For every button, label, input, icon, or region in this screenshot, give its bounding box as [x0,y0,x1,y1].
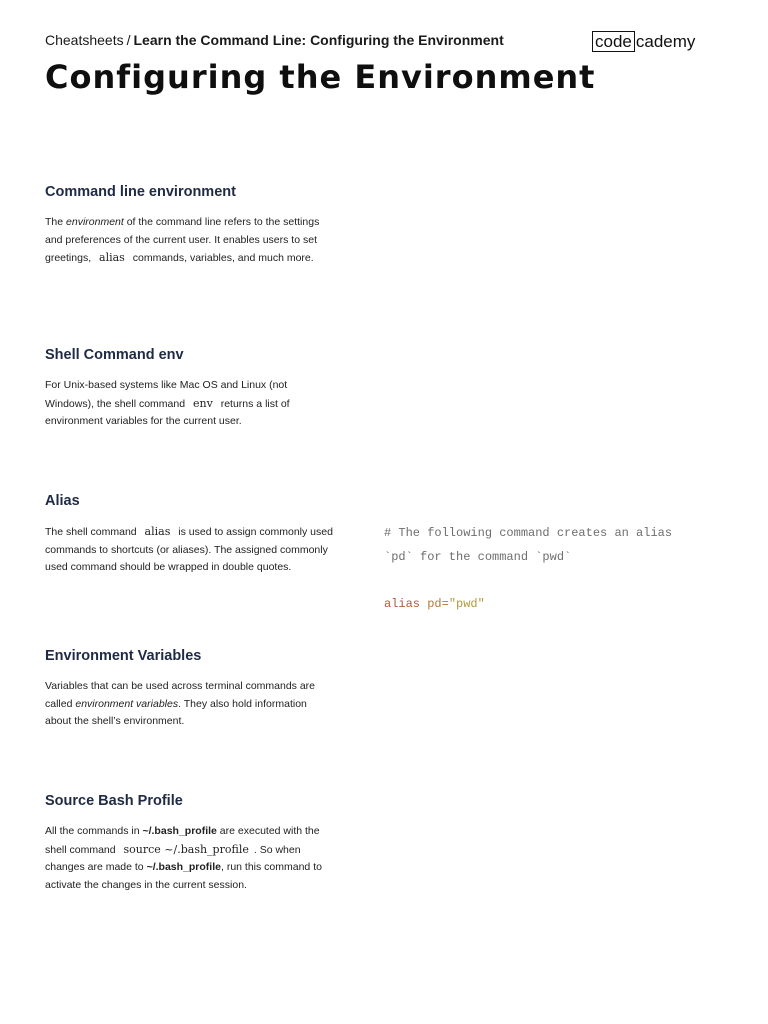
section-heading: Environment Variables [45,648,202,664]
bold-path: ~/.bash_profile [142,825,217,837]
bold-path: ~/.bash_profile [146,861,221,873]
body-text: All the commands in [45,825,143,837]
emphasized-term: environment [66,216,124,228]
logo-rest-text: cademy [635,31,696,51]
section-body [45,377,335,431]
section-alias [45,493,335,577]
emphasized-term: environment variables [75,697,179,710]
code-comment-line: # The following command creates an alias [384,526,673,540]
breadcrumb-link-cheatsheets[interactable]: Cheatsheets [45,32,124,48]
body-text: is used to assign commonly used commands to shortcuts (or aliases). The assigned commonly used command should be wrapped in double quotes. [45,526,333,573]
page-title: Configuring the Environment [45,58,596,96]
inline-code: env [192,396,213,410]
section-body [45,678,335,731]
section-heading: Source Bash Profile [45,793,183,809]
code-comment-line: `pd` for the command `pwd` [384,549,572,564]
body-text: are executed with the shell command [45,825,320,856]
code-blank-line [384,569,672,593]
logo-boxed-text: code [592,31,635,52]
inline-code: alias [144,525,171,538]
body-text: . They also hold information about the shell’s environment. [45,697,307,727]
body-text: returns a list of environment variables for the current user. [45,397,290,427]
body-text: commands, variables, and much more. [129,252,314,264]
code-statement-line [384,593,672,617]
code-identifier: pd= [420,596,449,611]
section-body [45,823,335,894]
body-text: , run this command to activate the changes in the current session. [45,861,322,891]
body-text: The shell command [45,526,140,538]
section-shell-command-env [45,347,335,431]
body-text: For Unix-based systems like Mac OS and Linux (not Windows), the shell command [45,379,288,410]
section-body [45,523,335,577]
alias-code-example [384,522,672,616]
section-heading: Shell Command env [45,347,184,363]
codecademy-logo[interactable] [592,31,695,52]
section-source-bash-profile [45,793,335,894]
section-environment-variables [45,648,335,731]
body-text: . So when changes are made to [45,843,301,873]
section-heading: Alias [45,493,80,509]
code-string: "pwd" [448,596,485,611]
breadcrumb-separator: / [126,32,131,48]
body-text: Variables that can be used across terminal commands are called [45,680,316,710]
section-body [45,214,335,268]
body-text: of the command line refers to the settings and preferences of the current user. It enables users to set greetings, [45,216,320,264]
inline-code: alias [99,251,125,264]
code-keyword: alias [384,596,421,611]
breadcrumb [45,32,504,48]
breadcrumb-current-course[interactable]: Learn the Command Line: Configuring the Environment [133,32,504,48]
section-heading: Command line environment [45,184,236,200]
section-command-line-environment [45,184,335,268]
inline-code: source ~/.bash_profile [123,842,249,856]
body-text: The [45,216,67,228]
